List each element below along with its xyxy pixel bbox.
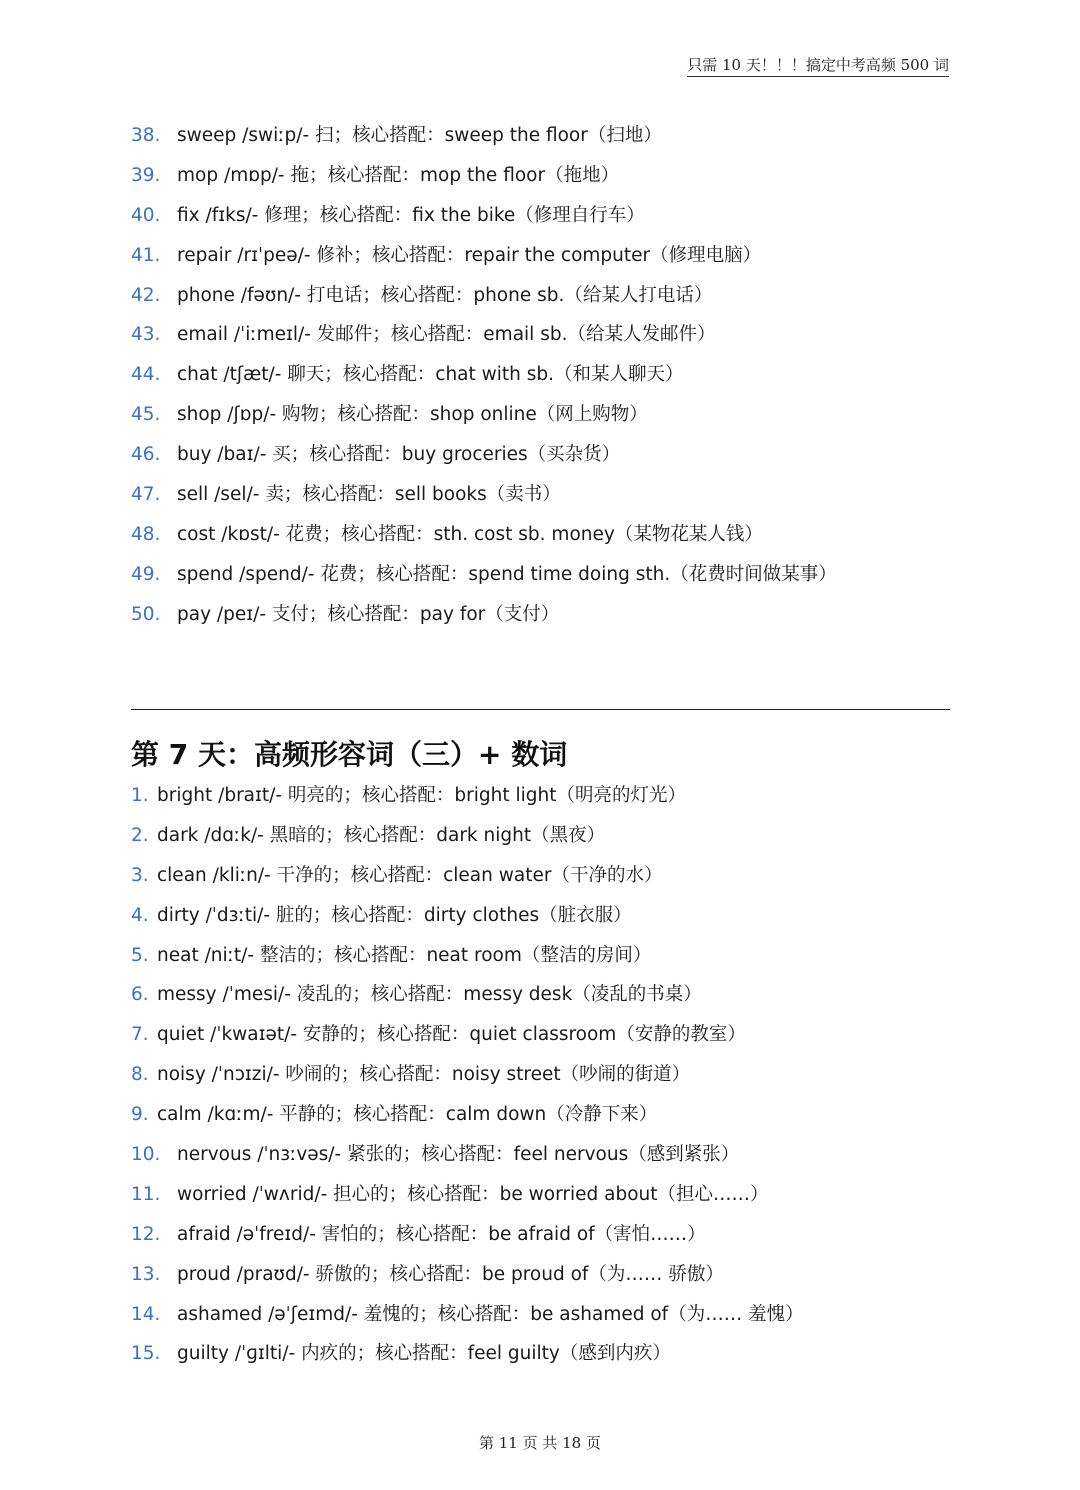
list-item: [131, 1334, 804, 1374]
list-item: [131, 355, 837, 395]
item-number: 15.: [131, 1343, 161, 1365]
item-text: phone /fəʊn/- 打电话；核心搭配：phone sb.（给某人打电话）: [177, 284, 713, 306]
list-item: [131, 395, 837, 435]
page-header: 只需 10 天！！！搞定中考高频 500 词: [687, 54, 949, 77]
list-item: [131, 1175, 804, 1215]
item-number: 11.: [131, 1183, 161, 1205]
item-number: 14.: [131, 1303, 161, 1325]
list-item: [131, 896, 804, 936]
list-item: [131, 475, 837, 515]
list-item: [131, 856, 804, 896]
item-number: 41.: [131, 244, 161, 266]
item-number: 39.: [131, 164, 161, 186]
item-text: fix /fɪks/- 修理；核心搭配：fix the bike（修理自行车）: [177, 204, 645, 226]
item-text: dirty /ˈdɜːti/- 脏的；核心搭配：dirty clothes（脏衣服）: [157, 904, 632, 926]
item-text: nervous /ˈnɜːvəs/- 紧张的；核心搭配：feel nervous（感到紧张）: [177, 1144, 740, 1166]
item-number: 4.: [131, 904, 149, 926]
item-number: 12.: [131, 1223, 161, 1245]
list-item: [131, 276, 837, 316]
list-item: [131, 1255, 804, 1295]
item-number: 2.: [131, 824, 149, 846]
list-item: [131, 936, 804, 976]
list-item: [131, 156, 837, 196]
item-text: messy /ˈmesi/- 凌乱的；核心搭配：messy desk（凌乱的书桌）: [157, 984, 702, 1006]
item-text: shop /ʃɒp/- 购物；核心搭配：shop online（网上购物）: [177, 404, 648, 426]
page-footer: 第 11 页 共 18 页: [478, 1434, 601, 1452]
item-number: 13.: [131, 1263, 161, 1285]
item-number: 49.: [131, 563, 161, 585]
list-item: [131, 435, 837, 475]
item-text: noisy /ˈnɔɪzi/- 吵闹的；核心搭配：noisy street（吵闹的街道）: [157, 1064, 691, 1086]
list-item: [131, 315, 837, 355]
item-text: afraid /əˈfreɪd/- 害怕的；核心搭配：be afraid of（害怕……）: [177, 1223, 706, 1245]
item-number: 45.: [131, 404, 161, 426]
item-number: 8.: [131, 1064, 149, 1086]
list-item: [131, 595, 837, 635]
item-number: 43.: [131, 324, 161, 346]
item-number: 50.: [131, 603, 161, 625]
list-item: [131, 1095, 804, 1135]
item-number: 46.: [131, 444, 161, 466]
item-number: 47.: [131, 484, 161, 506]
vocab-list-section2: [131, 776, 804, 1374]
list-item: [131, 196, 837, 236]
item-number: 7.: [131, 1024, 149, 1046]
list-item: [131, 1015, 804, 1055]
item-text: email /ˈiːmeɪl/- 发邮件；核心搭配：email sb.（给某人发邮件）: [177, 324, 716, 346]
item-number: 9.: [131, 1104, 149, 1126]
list-item: [131, 816, 804, 856]
item-number: 44.: [131, 364, 161, 386]
item-text: worried /ˈwʌrid/- 担心的；核心搭配：be worried about（担心……）: [177, 1183, 769, 1205]
item-text: calm /kɑːm/- 平静的；核心搭配：calm down（冷静下来）: [157, 1104, 658, 1126]
list-item: [131, 515, 837, 555]
item-number: 48.: [131, 523, 161, 545]
item-text: dark /dɑːk/- 黑暗的；核心搭配：dark night（黑夜）: [157, 824, 606, 846]
item-number: 10.: [131, 1144, 161, 1166]
item-text: clean /kliːn/- 干净的；核心搭配：clean water（干净的水）: [157, 864, 663, 886]
list-item: [131, 236, 837, 276]
list-item: [131, 1055, 804, 1095]
item-text: cost /kɒst/- 花费；核心搭配：sth. cost sb. money（某物花某人钱）: [177, 523, 763, 545]
list-item: [131, 1215, 804, 1255]
item-text: buy /baɪ/- 买；核心搭配：buy groceries（买杂货）: [177, 444, 621, 466]
list-item: [131, 1295, 804, 1335]
item-text: proud /praʊd/- 骄傲的；核心搭配：be proud of（为…… 骄傲）: [177, 1263, 724, 1285]
item-text: chat /tʃæt/- 聊天；核心搭配：chat with sb.（和某人聊天）: [177, 364, 684, 386]
list-item: [131, 555, 837, 595]
item-text: bright /braɪt/- 明亮的；核心搭配：bright light（明亮的灯光）: [157, 785, 687, 806]
item-number: 42.: [131, 284, 161, 306]
list-item: [131, 776, 804, 816]
list-item: [131, 1135, 804, 1175]
item-text: sweep /swiːp/- 扫；核心搭配：sweep the floor（扫地）: [177, 125, 662, 146]
item-text: ashamed /əˈʃeɪmd/- 羞愧的；核心搭配：be ashamed of（为…… 羞愧）: [177, 1303, 804, 1325]
item-number: 6.: [131, 984, 149, 1006]
item-text: neat /niːt/- 整洁的；核心搭配：neat room（整洁的房间）: [157, 944, 652, 966]
item-number: 5.: [131, 944, 149, 966]
section-divider: [131, 709, 950, 710]
item-number: 3.: [131, 864, 149, 886]
item-text: spend /spend/- 花费；核心搭配：spend time doing sth.（花费时间做某事）: [177, 563, 837, 585]
item-number: 38.: [131, 125, 161, 146]
item-text: repair /rɪˈpeə/- 修补；核心搭配：repair the computer（修理电脑）: [177, 244, 762, 266]
list-item: [131, 116, 837, 156]
item-number: 1.: [131, 785, 149, 806]
item-text: sell /sel/- 卖；核心搭配：sell books（卖书）: [177, 484, 561, 506]
item-text: pay /peɪ/- 支付；核心搭配：pay for（支付）: [177, 603, 560, 625]
list-item: [131, 975, 804, 1015]
item-text: quiet /ˈkwaɪət/- 安静的；核心搭配：quiet classroom（安静的教室）: [157, 1024, 746, 1046]
vocab-list-section1: [131, 116, 837, 635]
item-number: 40.: [131, 204, 161, 226]
item-text: mop /mɒp/- 拖；核心搭配：mop the floor（拖地）: [177, 164, 620, 186]
section-title: 第 7 天：高频形容词（三）+ 数词: [131, 738, 568, 771]
item-text: guilty /ˈɡɪlti/- 内疚的；核心搭配：feel guilty（感到内疚）: [177, 1343, 671, 1365]
